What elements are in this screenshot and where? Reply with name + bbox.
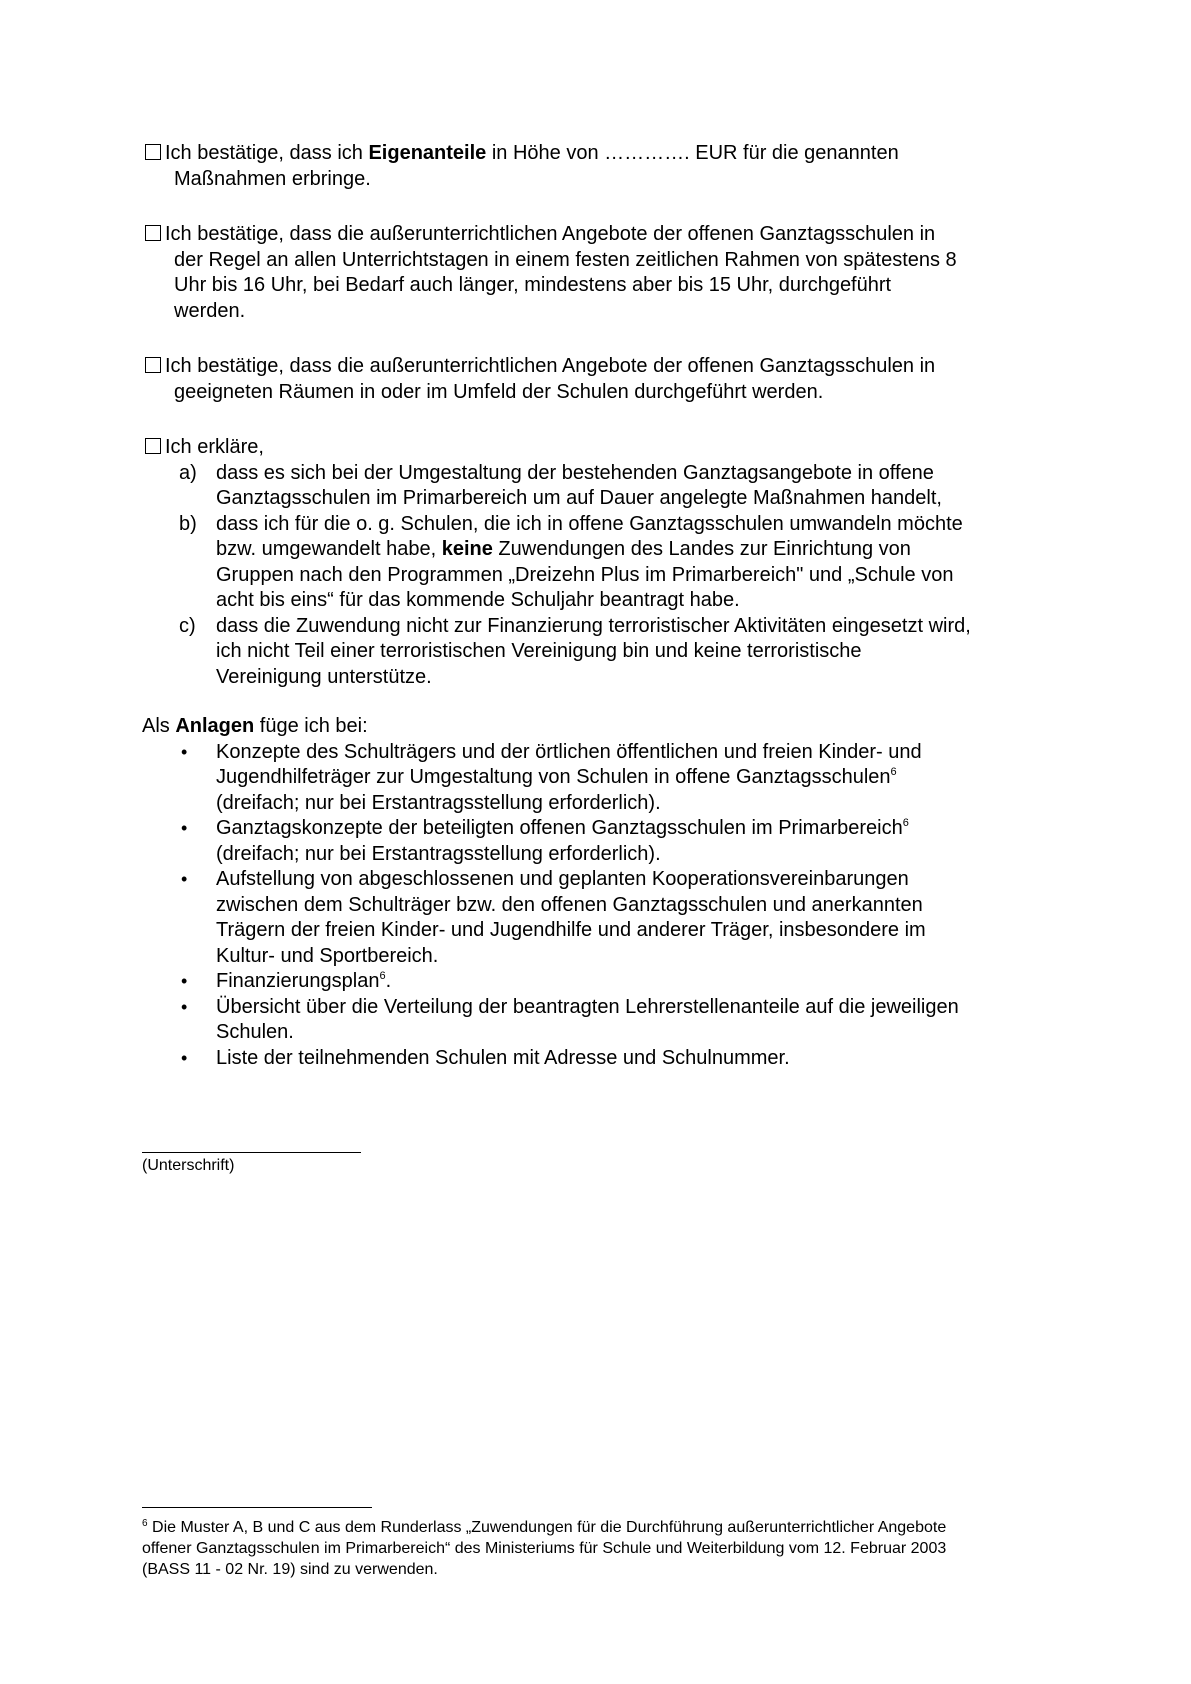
- footnote-line: (BASS 11 - 02 Nr. 19) sind zu verwenden.: [142, 1561, 438, 1578]
- text-line: Ich bestätige, dass die außerunterrichtlichen Angebote der offenen Ganztagsschulen in: [165, 355, 936, 377]
- text-prefix: Ich bestätige, dass ich: [165, 142, 369, 164]
- bullet-icon: •: [181, 818, 188, 838]
- bullet-icon: •: [181, 971, 188, 991]
- list-marker: b): [179, 512, 197, 535]
- confirmation-continuation: Maßnahmen erbringe.: [174, 167, 371, 190]
- footnote-ref: 6: [379, 970, 386, 982]
- confirmation-eigenanteile: [142, 141, 1062, 192]
- attachments-section: [142, 714, 1062, 1071]
- attachment-item: [142, 816, 1062, 867]
- declaration-item-b: [142, 512, 1062, 614]
- item-line: zwischen dem Schulträger bzw. den offenen Ganztagsschulen und anerkannten: [216, 893, 923, 916]
- text-prefix: Als: [142, 715, 176, 737]
- bullet-icon: •: [181, 996, 188, 1017]
- attachment-item: [142, 1046, 1062, 1072]
- item-line: [216, 537, 1062, 563]
- item-line: Ganztagsschulen im Primarbereich um auf Dauer angelegte Maßnahmen handelt,: [216, 487, 942, 509]
- item-line: [216, 765, 1062, 791]
- declaration-item-a: [142, 461, 1062, 512]
- item-line: Liste der teilnehmenden Schulen mit Adresse und Schulnummer.: [216, 1046, 790, 1069]
- footnote-ref: 6: [902, 817, 909, 829]
- declaration-list: [142, 461, 1062, 691]
- signature-label: (Unterschrift): [142, 1157, 235, 1174]
- list-marker: a): [179, 461, 197, 484]
- attachment-item: [142, 995, 1062, 1046]
- attachment-item: [142, 969, 1062, 995]
- declaration-item-c: [142, 614, 1062, 691]
- checkbox-eigenanteile[interactable]: [145, 144, 161, 160]
- confirmation-raeume: [142, 354, 1062, 405]
- item-line: ich nicht Teil einer terroristischen Vereinigung bin und keine terroristische: [216, 640, 862, 662]
- item-line: [216, 969, 1062, 995]
- confirmation-line: [142, 222, 1062, 248]
- declaration-intro-line: [142, 435, 1062, 461]
- confirmation-line: [142, 141, 1062, 167]
- item-text-end: .: [385, 970, 392, 992]
- item-line: Konzepte des Schulträgers und der örtlichen öffentlichen und freien Kinder- und: [216, 740, 922, 763]
- item-line: Vereinigung unterstütze.: [216, 665, 432, 688]
- bold-term: Anlagen: [175, 715, 255, 737]
- footnote-marker: 6: [142, 1518, 148, 1529]
- footnote-line: offener Ganztagsschulen im Primarbereich“ des Ministeriums für Schule und Weiterbildung vom 12. Februar 2003: [142, 1540, 947, 1557]
- footnote-ref: 6: [890, 766, 897, 778]
- footnote: [142, 1517, 1062, 1580]
- item-line: Aufstellung von abgeschlossenen und geplanten Kooperationsvereinbarungen: [216, 868, 909, 890]
- item-line: dass ich für die o. g. Schulen, die ich in offene Ganztagsschulen umwandeln möchte: [216, 512, 963, 535]
- item-line: dass die Zuwendung nicht zur Finanzierung terroristischer Aktivitäten eingesetzt wird,: [216, 614, 971, 637]
- attachment-item: [142, 740, 1062, 817]
- footnote-line: [142, 1517, 1062, 1538]
- bold-term: Eigenanteile: [368, 142, 487, 164]
- text-suffix: füge ich bei:: [254, 715, 368, 737]
- attachments-list: [142, 740, 1062, 1072]
- item-text: Jugendhilfeträger zur Umgestaltung von Schulen in offene Ganztagsschulen: [216, 766, 891, 788]
- list-marker: c): [179, 614, 196, 637]
- item-line: Gruppen nach den Programmen „Dreizehn Plus im Primarbereich" und „Schule von: [216, 563, 954, 586]
- checkbox-raeume[interactable]: [145, 357, 161, 373]
- footnote-text: Die Muster A, B und C aus dem Runderlass „Zuwendungen für die Durchführung außerunterrichtlicher Angebote: [147, 1519, 947, 1536]
- item-line: [216, 816, 1062, 842]
- declaration-section: [142, 435, 1062, 690]
- checkbox-erklaerung[interactable]: [145, 438, 161, 454]
- item-text: Finanzierungsplan: [216, 970, 380, 992]
- continuation-line: Uhr bis 16 Uhr, bei Bedarf auch länger, mindestens aber bis 15 Uhr, durchgeführt: [174, 274, 892, 296]
- bullet-icon: •: [181, 741, 188, 762]
- text-suffix: in Höhe von …………. EUR für die genannten: [486, 142, 899, 164]
- item-line: (dreifach; nur bei Erstantragsstellung erforderlich).: [216, 842, 661, 865]
- item-line: Kultur- und Sportbereich.: [216, 944, 439, 967]
- footnote-separator: [142, 1507, 372, 1508]
- bullet-icon: •: [181, 1047, 188, 1068]
- declaration-intro: Ich erkläre,: [165, 436, 264, 458]
- item-line: Trägern der freien Kinder- und Jugendhilfe und anderer Träger, insbesondere im: [216, 919, 926, 941]
- continuation-line: geeigneten Räumen in oder im Umfeld der Schulen durchgeführt werden.: [174, 380, 824, 403]
- text-line: Ich bestätige, dass die außerunterrichtlichen Angebote der offenen Ganztagsschulen in: [165, 223, 936, 245]
- item-line: acht bis eins“ für das kommende Schuljahr beantragt habe.: [216, 589, 740, 611]
- item-line: dass es sich bei der Umgestaltung der bestehenden Ganztagsangebote in offene: [216, 461, 934, 484]
- main-content: [142, 141, 1062, 1071]
- text-prefix: bzw. umgewandelt habe,: [216, 538, 442, 560]
- bullet-icon: •: [181, 869, 188, 889]
- item-text: Ganztagskonzepte der beteiligten offenen Ganztagsschulen im Primarbereich: [216, 817, 903, 839]
- text-suffix: Zuwendungen des Landes zur Einrichtung von: [492, 538, 911, 560]
- continuation-line: der Regel an allen Unterrichtstagen in einem festen zeitlichen Rahmen von spätestens 8: [174, 248, 957, 271]
- bold-term: keine: [441, 538, 493, 560]
- continuation-line: werden.: [174, 299, 246, 322]
- item-line: Übersicht über die Verteilung der beantragten Lehrerstellenanteile auf die jeweiligen: [216, 995, 959, 1018]
- item-line: (dreifach; nur bei Erstantragsstellung erforderlich).: [216, 791, 661, 814]
- attachment-item: [142, 867, 1062, 969]
- confirmation-zeitrahmen: [142, 222, 1062, 324]
- attachments-heading: [142, 714, 1062, 740]
- signature-line[interactable]: [142, 1152, 361, 1153]
- item-line: Schulen.: [216, 1021, 294, 1043]
- confirmation-line: [142, 354, 1062, 380]
- checkbox-zeitrahmen[interactable]: [145, 225, 161, 241]
